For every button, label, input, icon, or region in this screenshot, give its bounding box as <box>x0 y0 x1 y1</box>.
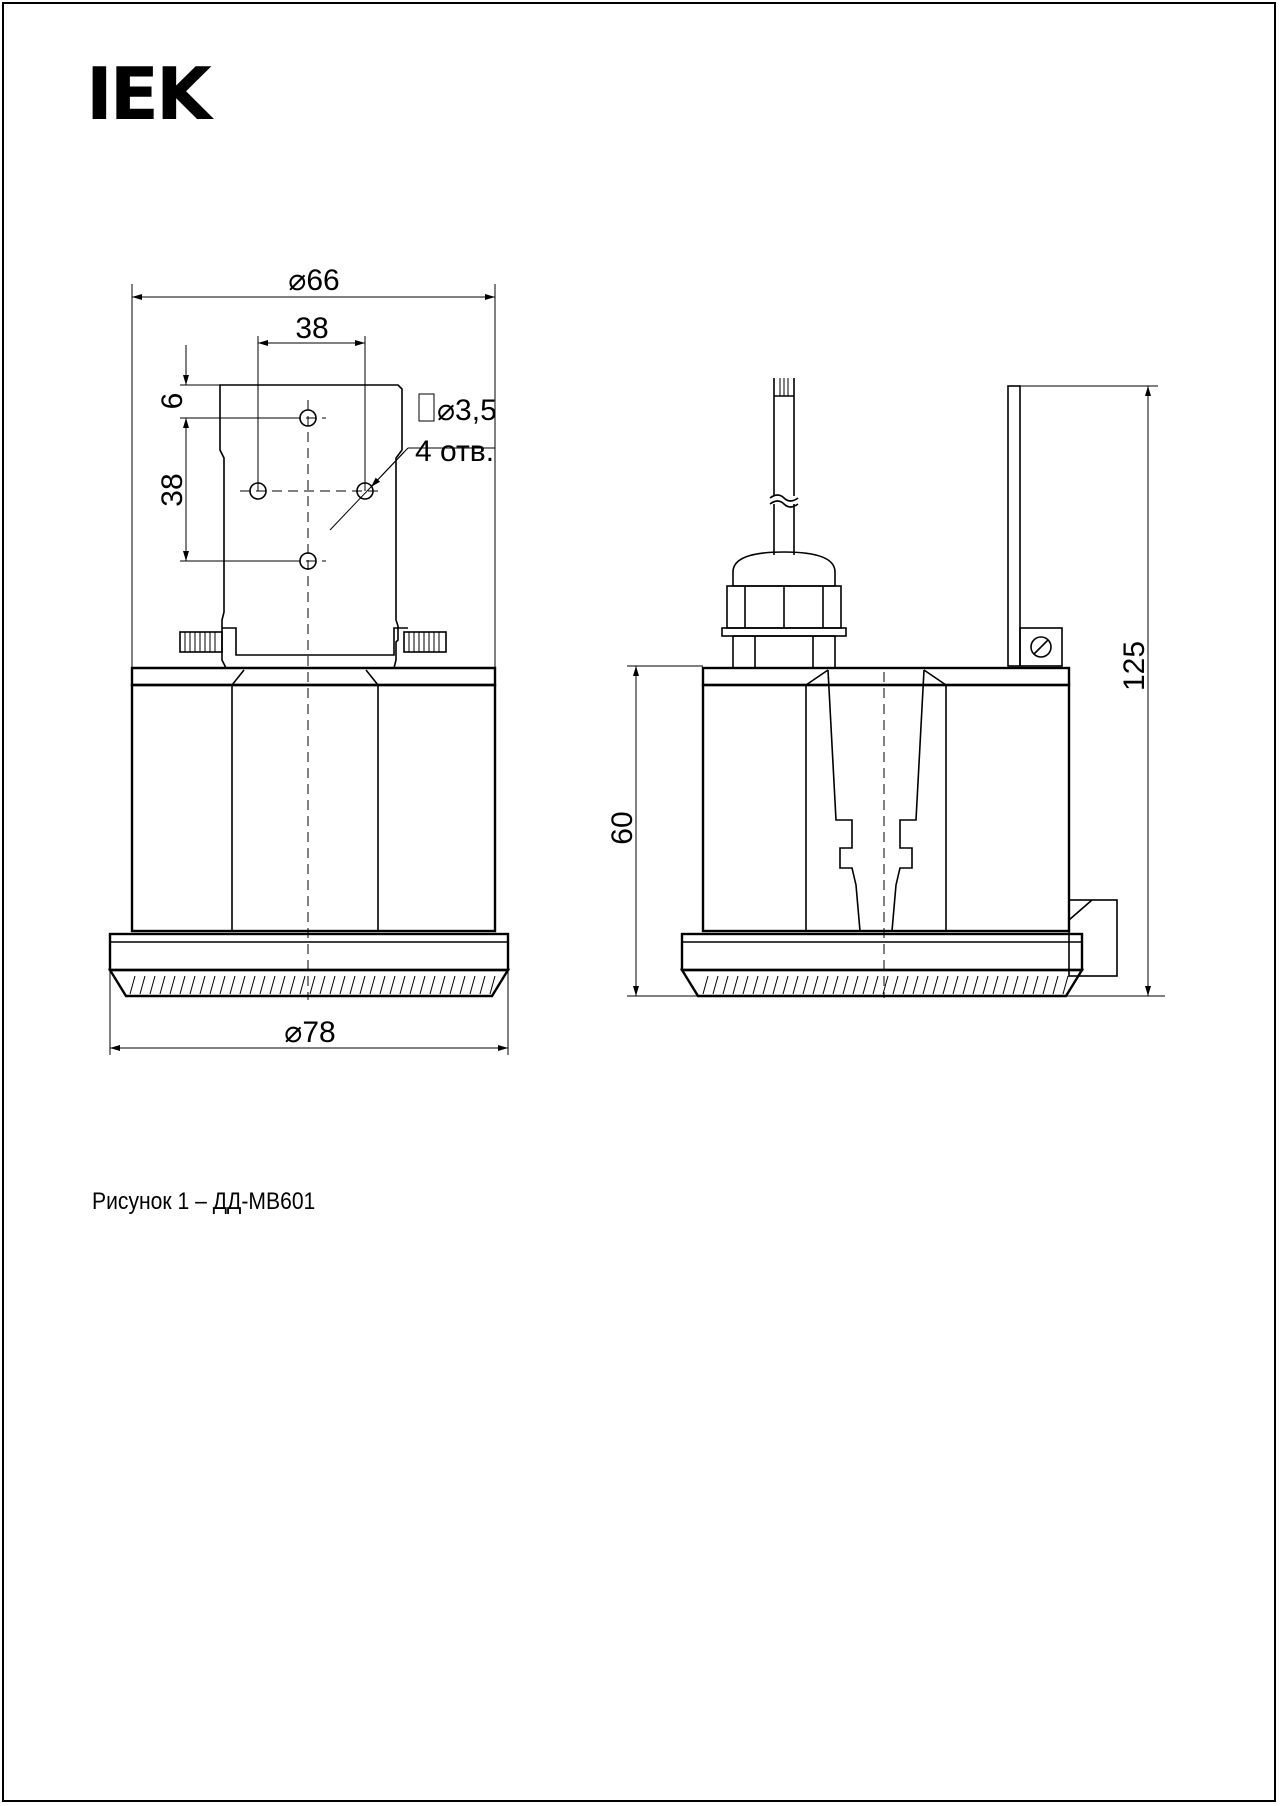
knurled-nut-right <box>404 632 446 652</box>
cable <box>770 378 798 555</box>
hole-callout-box <box>419 394 434 421</box>
pressure-port <box>828 670 924 931</box>
dim-bottom-diameter: ⌀78 <box>284 1016 336 1049</box>
base-flange <box>110 934 508 970</box>
side-housing-top <box>703 668 1069 685</box>
knurled-ring <box>110 970 508 996</box>
side-view <box>606 378 1165 998</box>
cable-gland <box>722 552 846 668</box>
front-view <box>110 264 508 1055</box>
din-clip <box>222 628 408 655</box>
knurled-nut-left <box>180 632 222 652</box>
housing-top <box>132 668 495 685</box>
iek-logo: IEK <box>86 52 209 136</box>
side-base-flange <box>682 934 1082 970</box>
dim-total-height: 125 <box>1118 640 1151 692</box>
hole-callout-diameter: ⌀3,5 <box>437 394 497 427</box>
dim-body-height: 60 <box>606 811 639 845</box>
side-housing-body <box>703 685 1069 931</box>
bracket-plate <box>220 385 402 668</box>
knurl-lines <box>130 976 495 994</box>
side-knurled-ring <box>682 970 1082 996</box>
hole-callout-count: 4 отв. <box>415 435 495 468</box>
dim-top-diameter: ⌀66 <box>288 264 340 297</box>
housing-body <box>132 685 495 931</box>
bracket-side <box>1008 386 1062 666</box>
side-connector <box>1069 900 1117 976</box>
dim-hole-spacing-h: 38 <box>295 312 329 345</box>
dim-offset-6: 6 <box>156 392 189 410</box>
figure-caption: Рисунок 1 – ДД-МВ601 <box>92 1188 316 1215</box>
dim-hole-spacing-v: 38 <box>156 473 189 507</box>
